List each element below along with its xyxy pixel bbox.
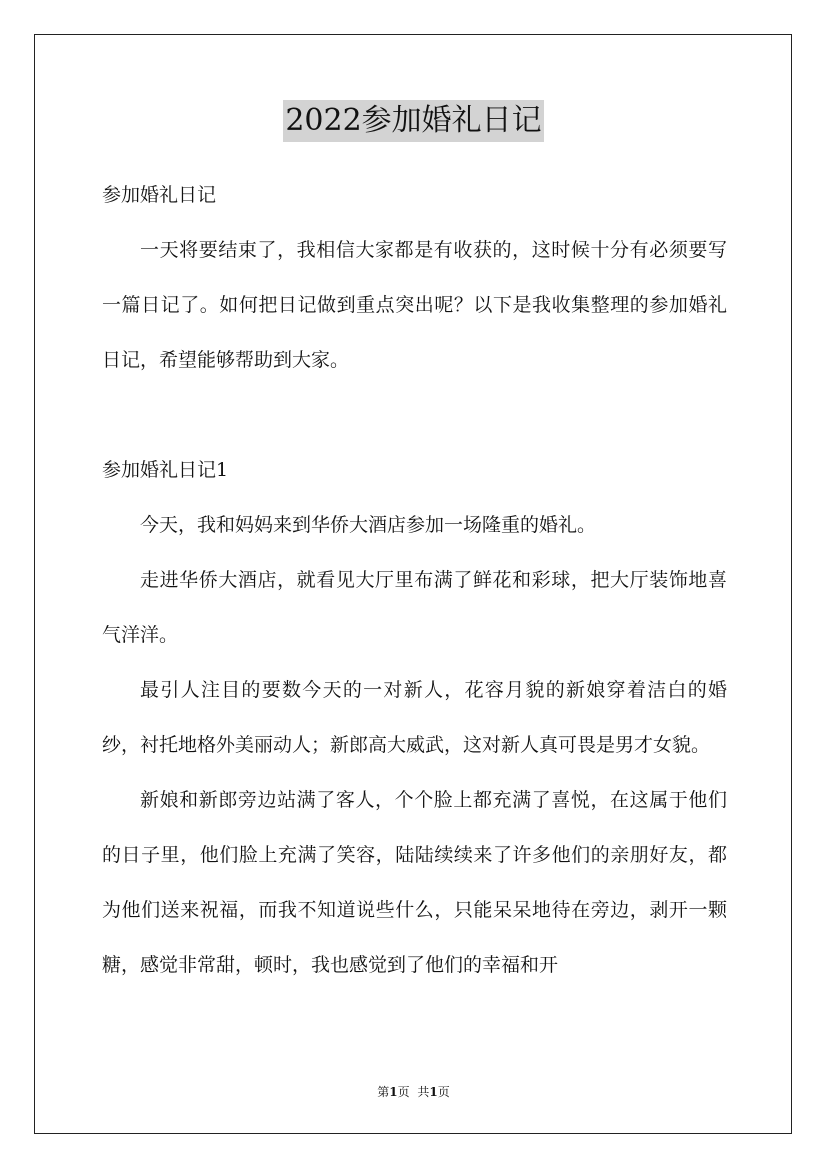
body-paragraph: 走进华侨大酒店，就看见大厅里布满了鲜花和彩球，把大厅装饰地喜气洋洋。 xyxy=(102,569,727,646)
title-container xyxy=(0,100,827,142)
page-suffix: 页 xyxy=(397,1085,410,1099)
page-footer xyxy=(0,1082,827,1102)
total-pages: 1 xyxy=(429,1085,438,1099)
body-paragraph: 今天，我和妈妈来到华侨大酒店参加一场隆重的婚礼。 xyxy=(140,514,597,536)
intro-paragraph: 一天将要结束了，我相信大家都是有收获的，这时候十分有必须要写一篇日记了。如何把日记做到重点突出呢？以下是我收集整理的参加婚礼日记，希望能够帮助到大家。 xyxy=(102,239,727,371)
document-title: 2022参加婚礼日记 xyxy=(283,100,543,142)
document-body xyxy=(102,168,727,993)
body-paragraph: 新娘和新郎旁边站满了客人，个个脸上都充满了喜悦，在这属于他们的日子里，他们脸上充满了笑容，陆陆续续来了许多他们的亲朋好友，都为他们送来祝福，而我不知道说些什么，只能呆呆地待在旁边，剥开一颗糖，感觉非常甜，顿时，我也感觉到了他们的幸福和开 xyxy=(102,789,727,976)
body-paragraph: 最引人注目的要数今天的一对新人，花容月貌的新娘穿着洁白的婚纱，衬托地格外美丽动人；新郎高大威武，这对新人真可畏是男才女貌。 xyxy=(102,679,727,756)
section-spacer xyxy=(102,388,727,443)
document-heading: 参加婚礼日记 xyxy=(102,184,217,206)
page-number: 1 xyxy=(389,1085,398,1099)
page-prefix: 第 xyxy=(377,1085,390,1099)
section-heading: 参加婚礼日记1 xyxy=(102,459,229,481)
total-prefix: 共 xyxy=(417,1085,430,1099)
total-suffix: 页 xyxy=(437,1085,450,1099)
